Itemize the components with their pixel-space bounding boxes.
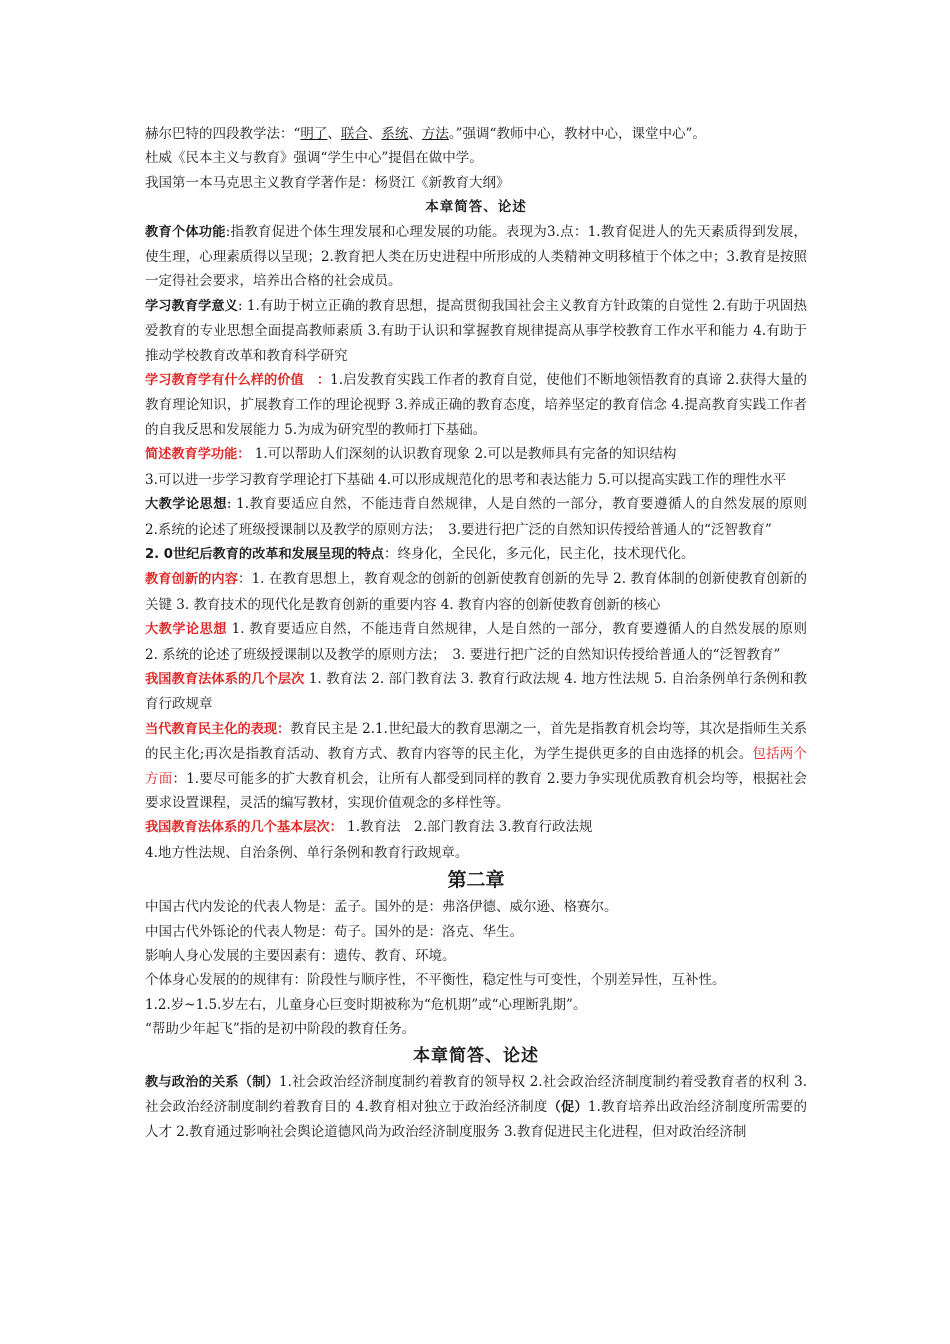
document-page [145,122,821,1145]
section-title-1: 本章简答、论述 [425,199,527,216]
paragraph-function-cont: 3.可以进一步学习教育学理论打下基础 4.可以形成规范化的思考和表达能力 5.可以提高实践工作的理性水平 [145,471,787,488]
c2-line-5: 1.2.岁~1.5.岁左右，儿童身心巨变时期被称为“危机期”或“心理断乳期”。 [145,996,587,1013]
section-title-2: 本章简答、论述 [413,1045,539,1066]
paragraph-didactica-2: 大教学论思想 1. 教育要适应自然，不能违背自然规律，人是自然的一部分，教育要遵循人的自然发展的原则 2. 系统的论述了班级授课制以及教学的原则方法； 3. 要进行把广泛的自然知识传授给普通人的“泛智教育” [145,621,821,663]
c2-line-4: 个体身心发展的的规律有：阶段性与顺序性，不平衡性，稳定性与可变性，个别差异性，互补性。 [145,972,726,989]
paragraph-didactica: 大教学论思想: 1.教育要适应自然，不能违背自然规律，人是自然的一部分，教育要遵循人的自然发展的原则 2.系统的论述了班级授课制以及教学的原则方法； 3.要进行把广泛的自然知识传授给普通人的“泛智教育” [145,496,821,538]
c2-line-6: “帮助少年起飞”指的是初中阶段的教育任务。 [145,1021,416,1038]
paragraph-law-basic-levels-cont: 4.地方性法规、自治条例、单行条例和教育行政规章。 [145,844,469,861]
paragraph-democratization: 当代教育民主化的表现：教育民主是 2.1.世纪最大的教育思潮之一，首先是指教育机会均等，其次是指师生关系的民主化;再次是指教育活动、教育方式、教育内容等的民主化，为学生提供更多的自由选择的机会。包括两个方面：1.要尽可能多的扩大教育机会，让所有人都受到同样的教育 2.要力争实现优质教育机会均等，根据社会要求设置课程，灵活的编写教材，实现价值观念的多样性等。 [145,720,808,811]
paragraph-20th-century: 2. 0世纪后教育的改革和发展呈现的特点：终身化，全民化，多元化，民主化，技术现代化。 [145,545,695,562]
paragraph-significance: 学习教育学意义: 1.有助于树立正确的教育思想，提高贯彻我国社会主义教育方针政策的自觉性 2.有助于巩固热爱教育的专业思想全面提高教师素质 3.有助于认识和掌握教育规律提高从事学校教育工作水平和能力 4.有助于推动学校教育改革和教育科学研究 [145,297,808,364]
c2-line-3: 影响人身心发展的主要因素有：遗传、教育、环境。 [145,948,456,964]
paragraph-individual-function: 教育个体功能:指教育促进个体生理发展和心理发展的功能。表现为3.点：1.教育促进人的先天素质得到发展，使生理，心理素质得以呈现；2.教育把人类在历史进程中所形成的人类精神文明移植于个体之中；3.教育是按照一定得社会要求，培养出合格的社会成员。 [145,223,808,290]
dewey-line: 杜威《民本主义与教育》强调“学生中心”提倡在做中学。 [145,150,483,167]
paragraph-law-basic-levels: 我国教育法体系的几个基本层次： 1.教育法 2.部门教育法 3.教育行政法规 [145,819,593,836]
paragraph-value: 学习教育学有什么样的价值 ：1.启发教育实践工作者的教育自觉，使他们不断地领悟教育的真谛 2.获得大量的教育理论知识，扩展教育工作的理论视野 3.养成正确的教育态度，培养坚定的教育信念 4.提高教育实践工作者的自我反思和发展能力 5.为成为研究型的教师打下基础。 [145,372,808,438]
paragraph-function: 简述教育学功能： 1.可以帮助人们深刻的认识教育现象 2.可以是教师具有完备的知识结构 [145,446,677,463]
herbart-line: 赫尔巴特的四段教学法：“明了、联合、系统、方法。”强调“教师中心，教材中心，课堂中心”。 [145,126,706,142]
paragraph-law-levels: 我国教育法体系的几个层次 1. 教育法 2. 部门教育法 3. 教育行政法规 4. 地方性法规 5. 自治条例单行条例和教育行政规章 [145,670,807,713]
chapter-2-title: 第二章 [447,869,505,892]
c2-line-2: 中国古代外铄论的代表人物是：荀子。国外的是：洛克、华生。 [145,923,523,940]
paragraph-innovation: 教育创新的内容：1. 在教育思想上，教育观念的创新的创新使教育创新的先导 2. 教育体制的创新使教育创新的关键 3. 教育技术的现代化是教育创新的重要内容 4. 教育内容的创新使教育创新的核心 [145,571,808,613]
c2-line-1: 中国古代内发论的代表人物是：孟子。国外的是：弗洛伊德、威尔逊、格赛尔。 [145,899,618,916]
yang-line: 我国第一本马克思主义教育学著作是：杨贤江《新教育大纲》 [145,174,510,191]
paragraph-politics: 教与政治的关系（制）1.社会政治经济制度制约着教育的领导权 2.社会政治经济制度制约着受教育者的权利 3.社会政治经济制度制约着教育目的 4.教育相对独立于政治经济制度（促）1.教育培养出政治经济制度所需要的人才 2.教育通过影响社会舆论道德风尚为政治经济制度服务 3.教育促进民主化进程，但对政治经济制 [145,1073,807,1141]
